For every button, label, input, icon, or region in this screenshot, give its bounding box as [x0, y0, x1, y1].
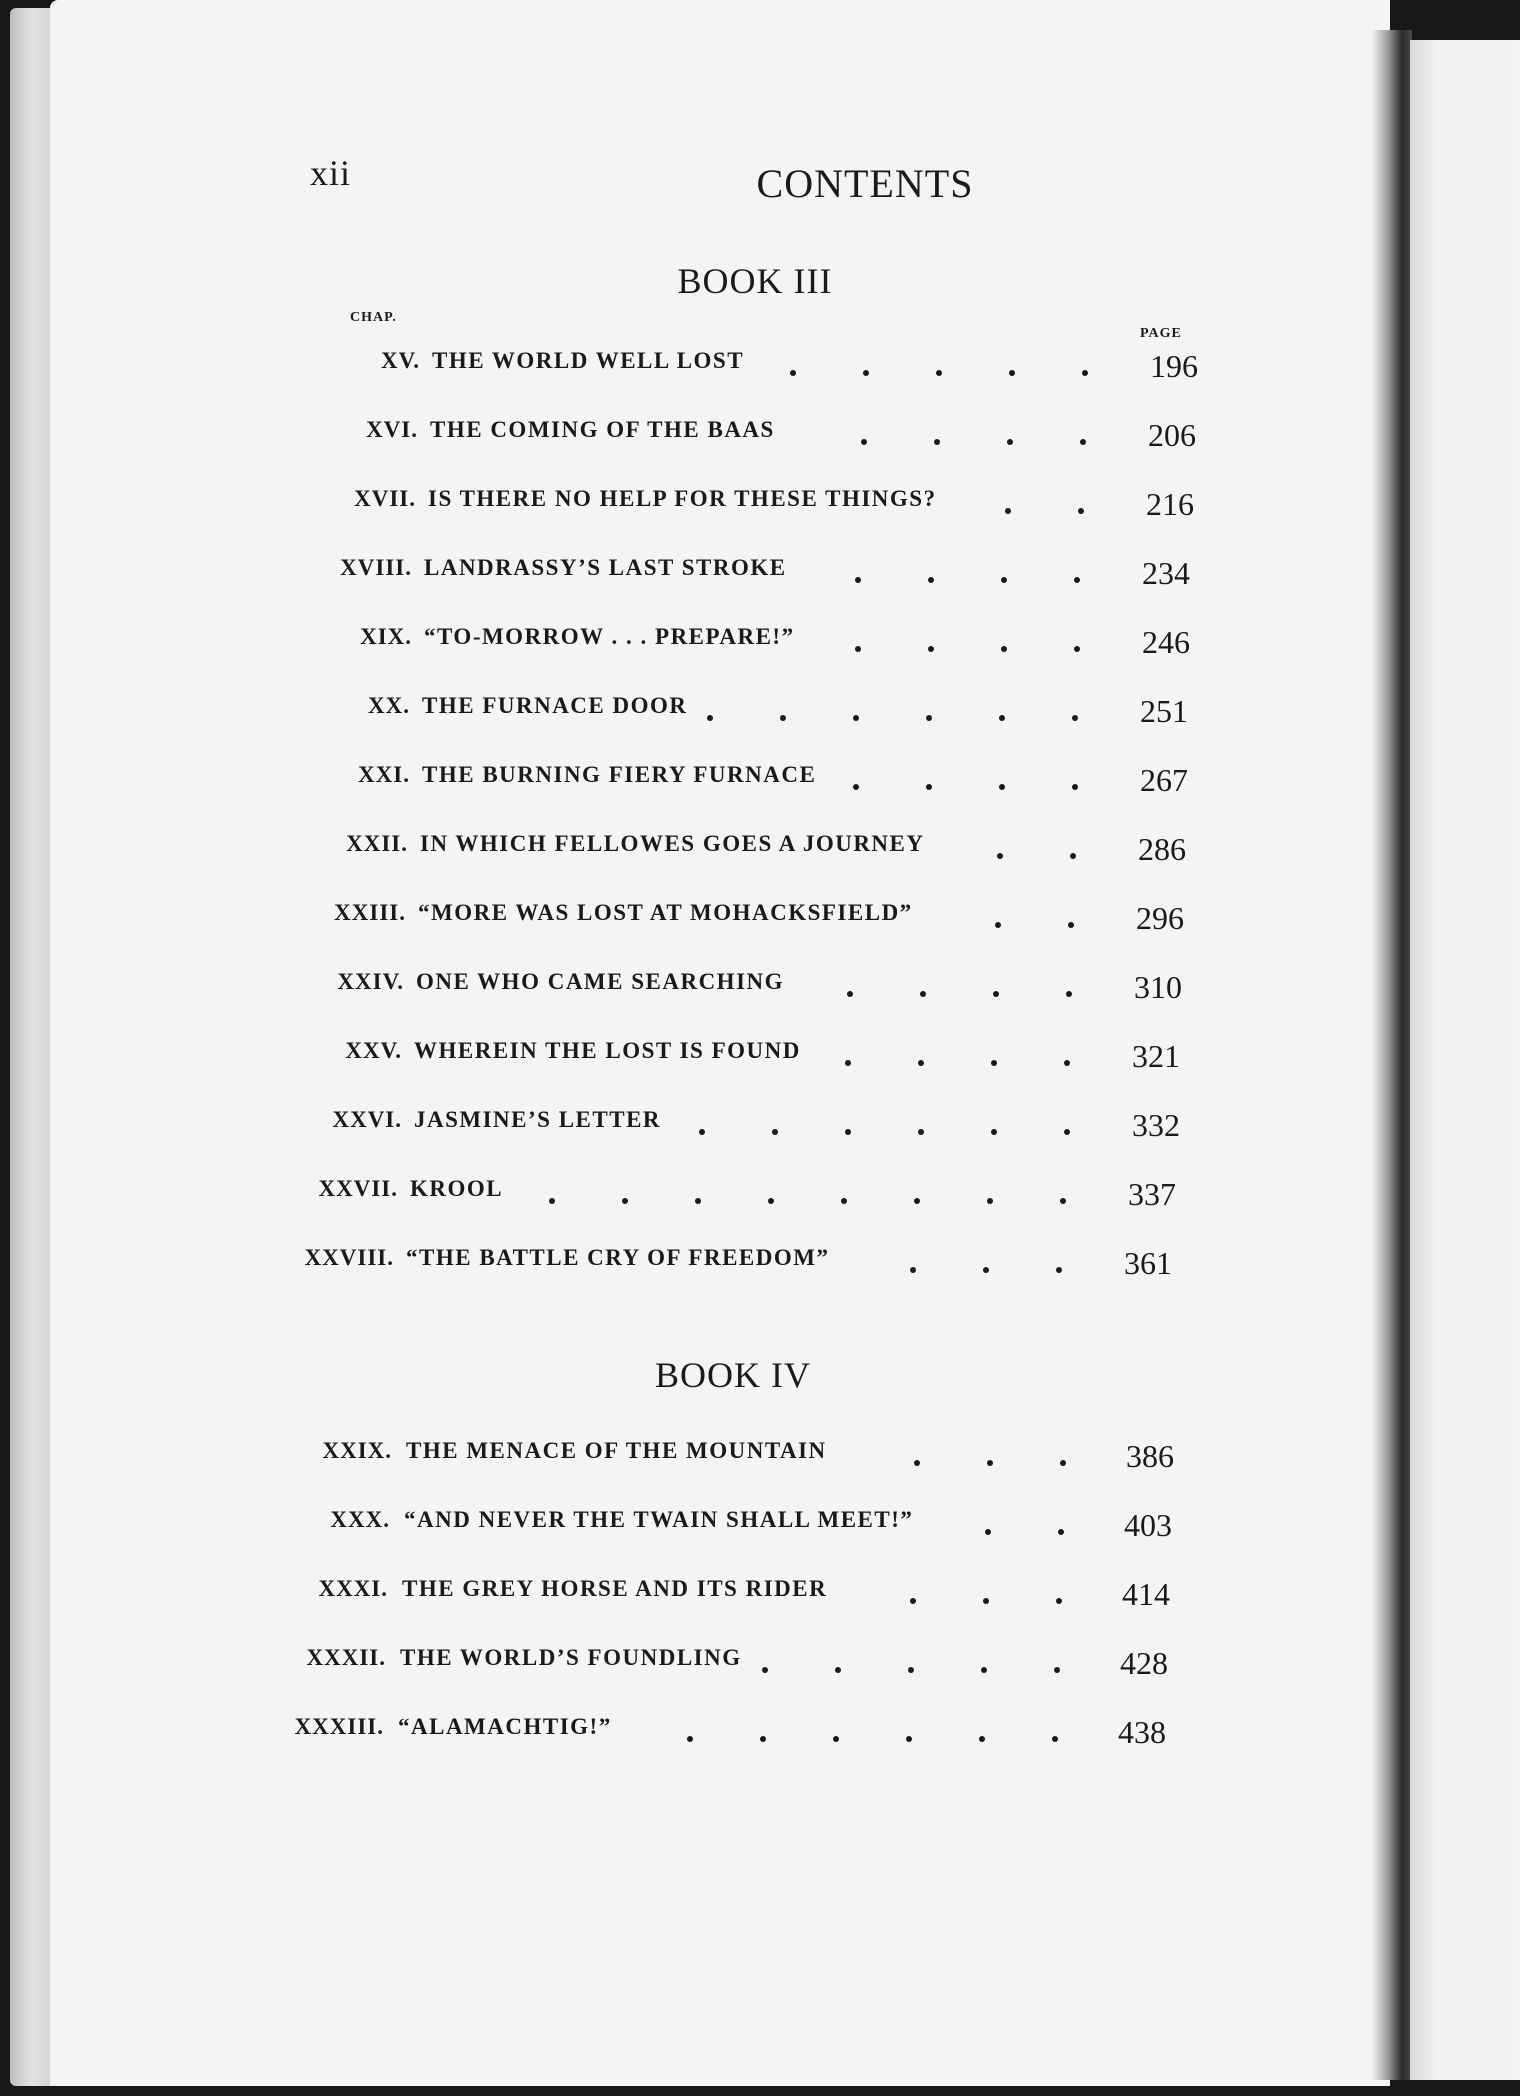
running-head: [310, 150, 1270, 210]
chapter-title: THE COMING OF THE BAAS: [430, 417, 775, 442]
leader-dot: [780, 715, 786, 721]
chapter-page-number: 206: [1148, 417, 1196, 453]
leader-dot: [1056, 1598, 1062, 1604]
book-heading-iv: BOOK IV: [655, 1355, 811, 1395]
leader-dot: [985, 1529, 991, 1535]
leader-dot: [991, 1129, 997, 1135]
leader-dot: [1005, 508, 1011, 514]
chapter-number: XXX.: [330, 1507, 390, 1532]
leader-dot: [1060, 1198, 1066, 1204]
leader-dot: [845, 1129, 851, 1135]
leader-dot: [991, 1060, 997, 1066]
chapter-title: “TO-MORROW . . . PREPARE!”: [424, 624, 795, 649]
leader-dot: [934, 439, 940, 445]
chapter-page-number: 403: [1124, 1507, 1172, 1543]
leader-dot: [1070, 853, 1076, 859]
chapter-number: XXIV.: [337, 969, 404, 994]
leader-dot: [1072, 715, 1078, 721]
chapter-page-number: 234: [1142, 555, 1190, 591]
leader-dot: [1058, 1529, 1064, 1535]
leader-dot: [1078, 508, 1084, 514]
chapter-page-number: 428: [1120, 1645, 1168, 1681]
leader-dot: [999, 715, 1005, 721]
chapter-title: “ALAMACHTIG!”: [398, 1714, 612, 1739]
chapter-title: JASMINE’S LETTER: [414, 1107, 662, 1132]
leader-dot: [928, 577, 934, 583]
leader-dot: [1064, 1129, 1070, 1135]
book-heading-iii: BOOK III: [677, 261, 833, 301]
chapter-title: KROOL: [410, 1176, 504, 1201]
toc-row: [0, 1499, 1300, 1549]
leader-dot: [999, 784, 1005, 790]
chapter-title: “MORE WAS LOST AT MOHACKSFIELD”: [418, 900, 913, 925]
leader-dot: [695, 1198, 701, 1204]
chapter-number: XXXI.: [318, 1576, 388, 1601]
leader-dot: [1052, 1736, 1058, 1742]
leader-dot: [841, 1198, 847, 1204]
leader-dot: [863, 370, 869, 376]
toc-row: [0, 1168, 1300, 1218]
leader-dot: [855, 646, 861, 652]
chapter-title: THE WORLD’S FOUNDLING: [400, 1645, 742, 1670]
leader-dot: [772, 1129, 778, 1135]
chapter-page-number: 337: [1128, 1176, 1176, 1212]
leader-dot: [707, 715, 713, 721]
toc-row: [0, 892, 1300, 942]
leader-dot: [928, 646, 934, 652]
chapter-page-number: 196: [1150, 348, 1198, 384]
leader-dot: [936, 370, 942, 376]
toc-row: [0, 1430, 1300, 1480]
leader-dot: [926, 715, 932, 721]
leader-dot: [1072, 784, 1078, 790]
chapter-number: XXIII.: [334, 900, 406, 925]
chap-column-label: CHAP.: [350, 310, 397, 325]
leader-dot: [687, 1736, 693, 1742]
leader-dot: [1074, 577, 1080, 583]
leader-dot: [993, 991, 999, 997]
page-column-label: PAGE: [1140, 326, 1182, 341]
leader-dot: [926, 784, 932, 790]
chapter-number: XVII.: [354, 486, 416, 511]
chapter-page-number: 438: [1118, 1714, 1166, 1750]
toc-row: [0, 685, 1300, 735]
toc-row: [0, 1099, 1300, 1149]
leader-dot: [861, 439, 867, 445]
leader-dot: [918, 1129, 924, 1135]
chapter-page-number: 414: [1122, 1576, 1170, 1612]
leader-dot: [997, 853, 1003, 859]
chapter-title: IN WHICH FELLOWES GOES A JOURNEY: [420, 831, 925, 856]
chapter-title: “THE BATTLE CRY OF FREEDOM”: [406, 1245, 830, 1270]
leader-dot: [790, 370, 796, 376]
leader-dot: [987, 1198, 993, 1204]
chapter-page-number: 332: [1132, 1107, 1180, 1143]
toc-row: [0, 823, 1300, 873]
chapter-number: XXII.: [346, 831, 408, 856]
toc-row: [0, 547, 1300, 597]
toc-row: [0, 961, 1300, 1011]
leader-dot: [908, 1667, 914, 1673]
leader-dot: [910, 1598, 916, 1604]
leader-dot: [1054, 1667, 1060, 1673]
leader-dot: [1074, 646, 1080, 652]
chapter-page-number: 251: [1140, 693, 1188, 729]
leader-dot: [995, 922, 1001, 928]
leader-dot: [981, 1667, 987, 1673]
chapter-page-number: 386: [1126, 1438, 1174, 1474]
chapter-title: THE MENACE OF THE MOUNTAIN: [406, 1438, 827, 1463]
chapter-number: XIX.: [360, 624, 412, 649]
chapter-page-number: 321: [1132, 1038, 1180, 1074]
leader-dot: [549, 1198, 555, 1204]
chapter-title: THE FURNACE DOOR: [422, 693, 688, 718]
facing-page-edge: [1410, 40, 1520, 2080]
leader-dot: [760, 1736, 766, 1742]
chapter-number: XXI.: [358, 762, 410, 787]
leader-dot: [1056, 1267, 1062, 1273]
leader-dot: [1001, 577, 1007, 583]
leader-dot: [914, 1198, 920, 1204]
chapter-page-number: 267: [1140, 762, 1188, 798]
leader-dot: [1080, 439, 1086, 445]
chapter-number: XXV.: [345, 1038, 402, 1063]
leader-dot: [1066, 991, 1072, 997]
leader-dot: [622, 1198, 628, 1204]
chapter-number: XXXIII.: [294, 1714, 384, 1739]
chapter-page-number: 310: [1134, 969, 1182, 1005]
leader-dot: [1068, 922, 1074, 928]
leader-dot: [762, 1667, 768, 1673]
leader-dot: [1082, 370, 1088, 376]
toc-row: [0, 340, 1300, 390]
chapter-title: LANDRASSY’S LAST STROKE: [424, 555, 787, 580]
leader-dot: [987, 1460, 993, 1466]
leader-dot: [835, 1667, 841, 1673]
leader-dot: [1009, 370, 1015, 376]
leader-dot: [833, 1736, 839, 1742]
toc-row: [0, 754, 1300, 804]
leader-dot: [910, 1267, 916, 1273]
chapter-number: XXVI.: [332, 1107, 402, 1132]
chapter-title: ONE WHO CAME SEARCHING: [416, 969, 785, 994]
leader-dot: [918, 1060, 924, 1066]
book-spine-shadow: [1372, 30, 1412, 2080]
leader-dot: [699, 1129, 705, 1135]
leader-dot: [1007, 439, 1013, 445]
toc-row: [0, 409, 1300, 459]
leader-dot: [979, 1736, 985, 1742]
chapter-title: THE GREY HORSE AND ITS RIDER: [402, 1576, 828, 1601]
chapter-page-number: 286: [1138, 831, 1186, 867]
leader-dot: [1064, 1060, 1070, 1066]
toc-row: [0, 1706, 1300, 1756]
chapter-page-number: 216: [1146, 486, 1194, 522]
toc-row: [0, 478, 1300, 528]
chapter-number: XVI.: [366, 417, 418, 442]
leader-dot: [914, 1460, 920, 1466]
toc-row: [0, 1568, 1300, 1618]
leader-dot: [853, 784, 859, 790]
leader-dot: [983, 1267, 989, 1273]
chapter-number: XXIX.: [322, 1438, 392, 1463]
leader-dot: [1001, 646, 1007, 652]
page-title: CONTENTS: [756, 161, 974, 206]
chapter-number: XV.: [380, 348, 420, 373]
leader-dot: [855, 577, 861, 583]
leader-dot: [920, 991, 926, 997]
toc-row: [0, 616, 1300, 666]
chapter-title: WHEREIN THE LOST IS FOUND: [414, 1038, 801, 1063]
leader-dot: [853, 715, 859, 721]
chapter-page-number: 296: [1136, 900, 1184, 936]
chapter-number: XVIII.: [340, 555, 412, 580]
chapter-number: XX.: [368, 693, 410, 718]
chapter-number: XXXII.: [306, 1645, 386, 1670]
toc-row: [0, 1637, 1300, 1687]
page-number-folio: xii: [310, 153, 352, 193]
chapter-title: THE WORLD WELL LOST: [432, 348, 745, 373]
chapter-title: THE BURNING FIERY FURNACE: [422, 762, 817, 787]
chapter-number: XXVIII.: [304, 1245, 394, 1270]
leader-dot: [845, 1060, 851, 1066]
chapter-page-number: 361: [1124, 1245, 1172, 1281]
chapter-title: IS THERE NO HELP FOR THESE THINGS?: [428, 486, 937, 511]
leader-dot: [983, 1598, 989, 1604]
chapter-number: XXVII.: [318, 1176, 398, 1201]
toc-row: [0, 1030, 1300, 1080]
leader-dot: [1060, 1460, 1066, 1466]
chapter-page-number: 246: [1142, 624, 1190, 660]
chapter-title: “AND NEVER THE TWAIN SHALL MEET!”: [404, 1507, 914, 1532]
leader-dot: [847, 991, 853, 997]
leader-dot: [906, 1736, 912, 1742]
toc-row: [0, 1237, 1300, 1287]
leader-dot: [768, 1198, 774, 1204]
